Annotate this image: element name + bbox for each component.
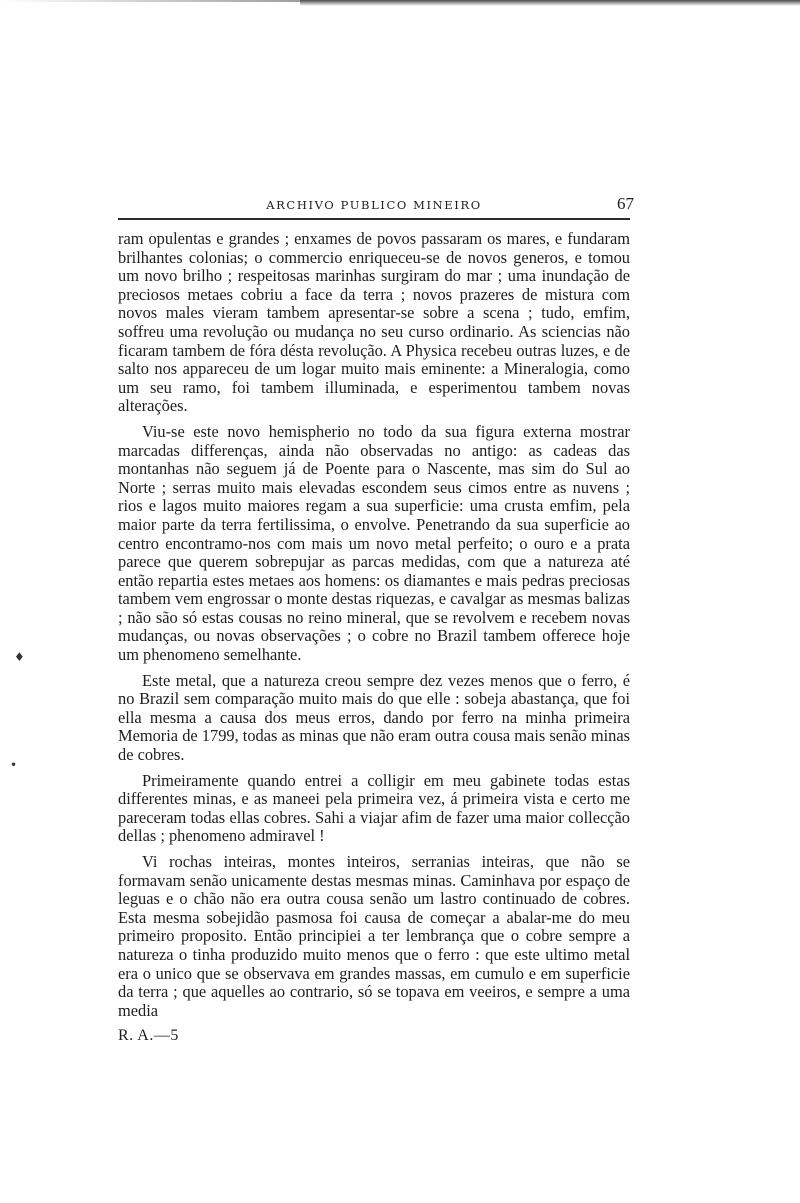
paragraph-hemispherio: Viu-se este novo hemispherio no todo da sua figura externa mostrar marcadas differenças, ainda não observadas no antigo: as cadeas das montanhas não seguem já de Poente para o Nascente, mas sim do Sul ao Norte ; serras muito mais elevadas escondem seus cimos entre as nuvens ; rios e lagos muito maiores regam a sua superficie: uma crusta emfim, pela maior parte da terra fertilissima, o envolve. Penetrando da sua superficie ao centro encontramo-nos com mais um novo metal perfeito; o ouro e a prata parece que querem sobrepujar as parcas medidas, com que a natureza até então repartia estes metaes aos homens: os diamantes e mais pedras preciosas tambem vem engrossar o monte destas riquezas, e cavalgar as mesmas balizas ; não são só estas cousas no reino mineral, que se revolvem e recebem novas mudanças, ou novas observações ; o cobre no Brazil tambem offerece hoje um phenomeno semelhante. (118, 421, 630, 665)
scan-top-edge (0, 0, 300, 2)
running-title: ARCHIVO PUBLICO MINEIRO (266, 198, 482, 212)
paragraph-continued: ram opulentas e grandes ; enxames de povos passaram os mares, e fundaram brilhantes colonias; o commercio enriqueceu-se de novos generos, e tomou um novo brilho ; respeitosas marinhas surgiram do mar ; uma inundação de preciosos metaes cobriu a face da terra ; novos prazeres de mistura com novos males vieram tambem apresentar-se sobre a scena ; tudo, emfim, soffreu uma revolução ou mudança no seu curso ordinario. As sciencias não ficaram tambem de fóra désta revolução. A Physica recebeu outras luzes, e de salto nos appareceu de um logar muito mais eminente: a Mineralogia, como um seu ramo, foi tambem illuminada, e esperimentou tambem novas alterações. (118, 229, 630, 416)
margin-mark-lower: • (10, 758, 18, 772)
running-head (118, 190, 634, 220)
book-page (118, 190, 634, 1045)
page-number: 67 (617, 194, 634, 213)
body-text (118, 230, 630, 1020)
scan-top-shadow (300, 0, 800, 6)
paragraph-metal: Este metal, que a natureza creou sempre dez vezes menos que o ferro, é no Brazil sem comparação muito mais do que elle : sobeja abastança, que foi ella mesma a causa dos meus erros, dando por ferro na minha primeira Memoria de 1799, todas as minas que não eram outra cousa mais senão minas de cobres. (118, 670, 630, 765)
signature-mark: R. A.—5 (118, 1027, 179, 1045)
paragraph-rochas: Vi rochas inteiras, montes inteiros, serranias inteiras, que não se formavam senão unicamente destas mesmas minas. Caminhava por espaço de leguas e o chão não era outra cousa senão um lastro continuado de cobres. Esta mesma sobejidão pasmosa foi causa de começar a abalar-me do meu primeiro proposito. Então principiei a ter lembrança que o cobre sempre a natureza o tinha produzido muito menos que o ferro : que este ultimo metal era o unico que se observava em grandes massas, em cumulo e em superficie da terra ; que aquelles ao contrario, só se topava em veeiros, e sempre a uma media (118, 852, 630, 1020)
margin-mark-upper: ♦ (14, 650, 25, 664)
paragraph-primeiramente: Primeiramente quando entrei a colligir em meu gabinete todas estas differentes minas, e as maneei pela primeira vez, á primeira vista e certo me pareceram todas ellas cobres. Sahi a viajar afim de fazer uma maior collecção dellas ; phenomeno admiravel ! (118, 770, 630, 846)
